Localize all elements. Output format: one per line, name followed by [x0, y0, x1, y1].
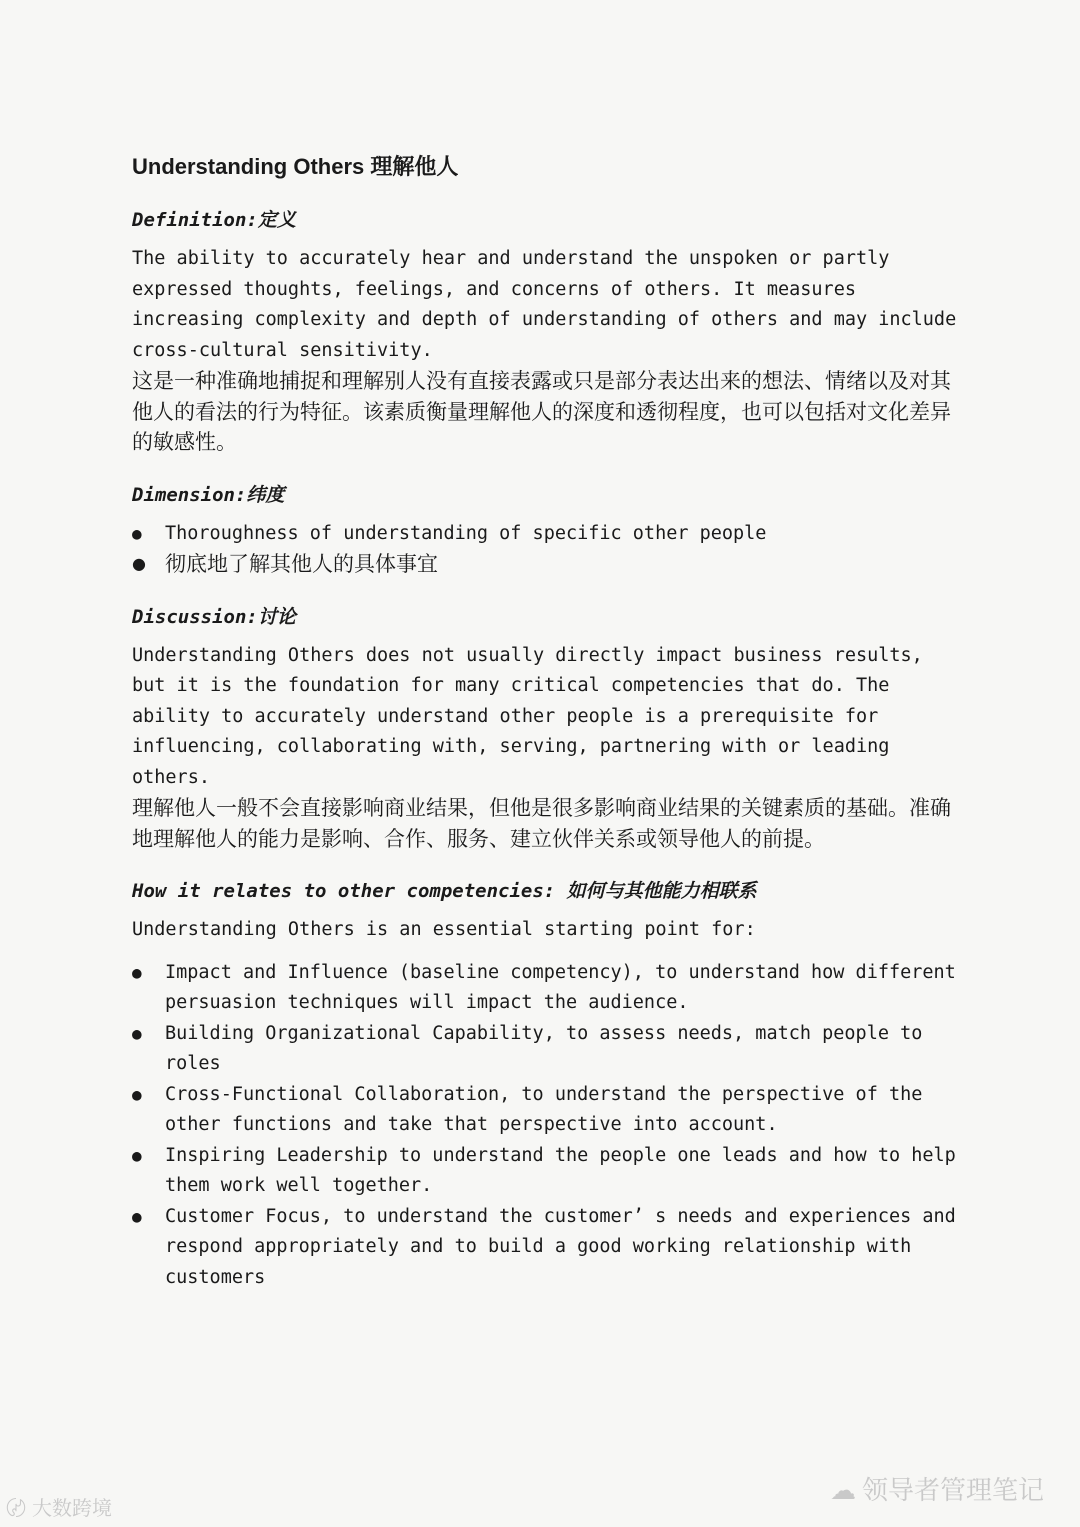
watermark-left-text: 大数跨境 [32, 1496, 112, 1520]
bullet-icon: ● [132, 1023, 142, 1043]
watermark-left [6, 1492, 112, 1521]
list-item [132, 1019, 962, 1080]
bullet-icon: ● [132, 1206, 142, 1226]
weibo-icon: 〄 [6, 1496, 26, 1520]
watermark-right-text: 领导者管理笔记 [861, 1476, 1044, 1506]
dimension-section [132, 480, 962, 580]
bullet-icon: ● [132, 523, 142, 543]
list-item [132, 1202, 962, 1294]
list-item [132, 1141, 962, 1202]
list-item-text: Inspiring Leadership to understand the people one leads and how to help them work well together. [165, 1144, 956, 1196]
document-body [132, 150, 968, 1315]
definition-text-zh: 这是一种准确地捕捉和理解别人没有直接表露或只是部分表达出来的想法、情绪以及对其他人的看法的行为特征。该素质衡量理解他人的深度和透彻程度，也可以包括对文化差异的敏感性。 [132, 369, 951, 454]
discussion-heading: Discussion:讨论 [132, 605, 296, 628]
list-item [132, 549, 962, 580]
relates-list [132, 958, 962, 1294]
relates-section [132, 876, 962, 1293]
bullet-icon: ● [132, 554, 146, 573]
document-title: Understanding Others 理解他人 [132, 154, 459, 179]
discussion-text-zh: 理解他人一般不会直接影响商业结果，但他是很多影响商业结果的关键素质的基础。准确地理解他人的能力是影响、合作、服务、建立伙伴关系或领导他人的前提。 [132, 796, 951, 851]
relates-intro: Understanding Others is an essential starting point for: [132, 919, 756, 940]
bullet-icon: ● [132, 1084, 142, 1104]
list-item [132, 519, 962, 550]
bullet-icon: ● [132, 962, 142, 982]
dimension-heading: Dimension:纬度 [132, 483, 285, 506]
definition-text-en: The ability to accurately hear and understand the unspoken or partly expressed thoughts, feelings, and concerns of others. It measures increasing complexity and depth of understanding of others and may include cross-cultural sensitivity. [132, 248, 968, 361]
list-item-text: Cross-Functional Collaboration, to understand the perspective of the other functions and take that perspective into account. [165, 1083, 923, 1135]
list-item-text: Impact and Influence (baseline competency), to understand how different persuasion techniques will impact the audience. [165, 961, 956, 1013]
definition-section [132, 205, 968, 458]
list-item-text: Thoroughness of understanding of specific other people [165, 522, 767, 544]
watermark-right [830, 1470, 1044, 1507]
relates-heading: How it relates to other competencies: 如何与其他能力相联系 [132, 880, 757, 902]
discussion-text-en: Understanding Others does not usually directly impact business results, but it is the foundation for many critical competencies that do. The ability to accurately understand other people is a prerequisite for influencing, collaborating with, serving, partnering with or leading others. [132, 644, 934, 788]
bullet-icon: ● [132, 1145, 142, 1165]
dimension-list [132, 519, 962, 580]
definition-heading: Definition:定义 [132, 209, 296, 231]
watermark-footer [0, 1477, 1080, 1527]
wechat-icon: ☁ [829, 1476, 856, 1506]
list-item [132, 958, 962, 1019]
list-item-text: Building Organizational Capability, to assess needs, match people to roles [165, 1022, 923, 1074]
list-item-text: Customer Focus, to understand the customer’ s needs and experiences and respond appropriately and to build a good working relationship with customers [165, 1205, 956, 1288]
discussion-section [132, 602, 962, 855]
list-item [132, 1080, 962, 1141]
list-item-text: 彻底地了解其他人的具体事宜 [165, 552, 438, 576]
